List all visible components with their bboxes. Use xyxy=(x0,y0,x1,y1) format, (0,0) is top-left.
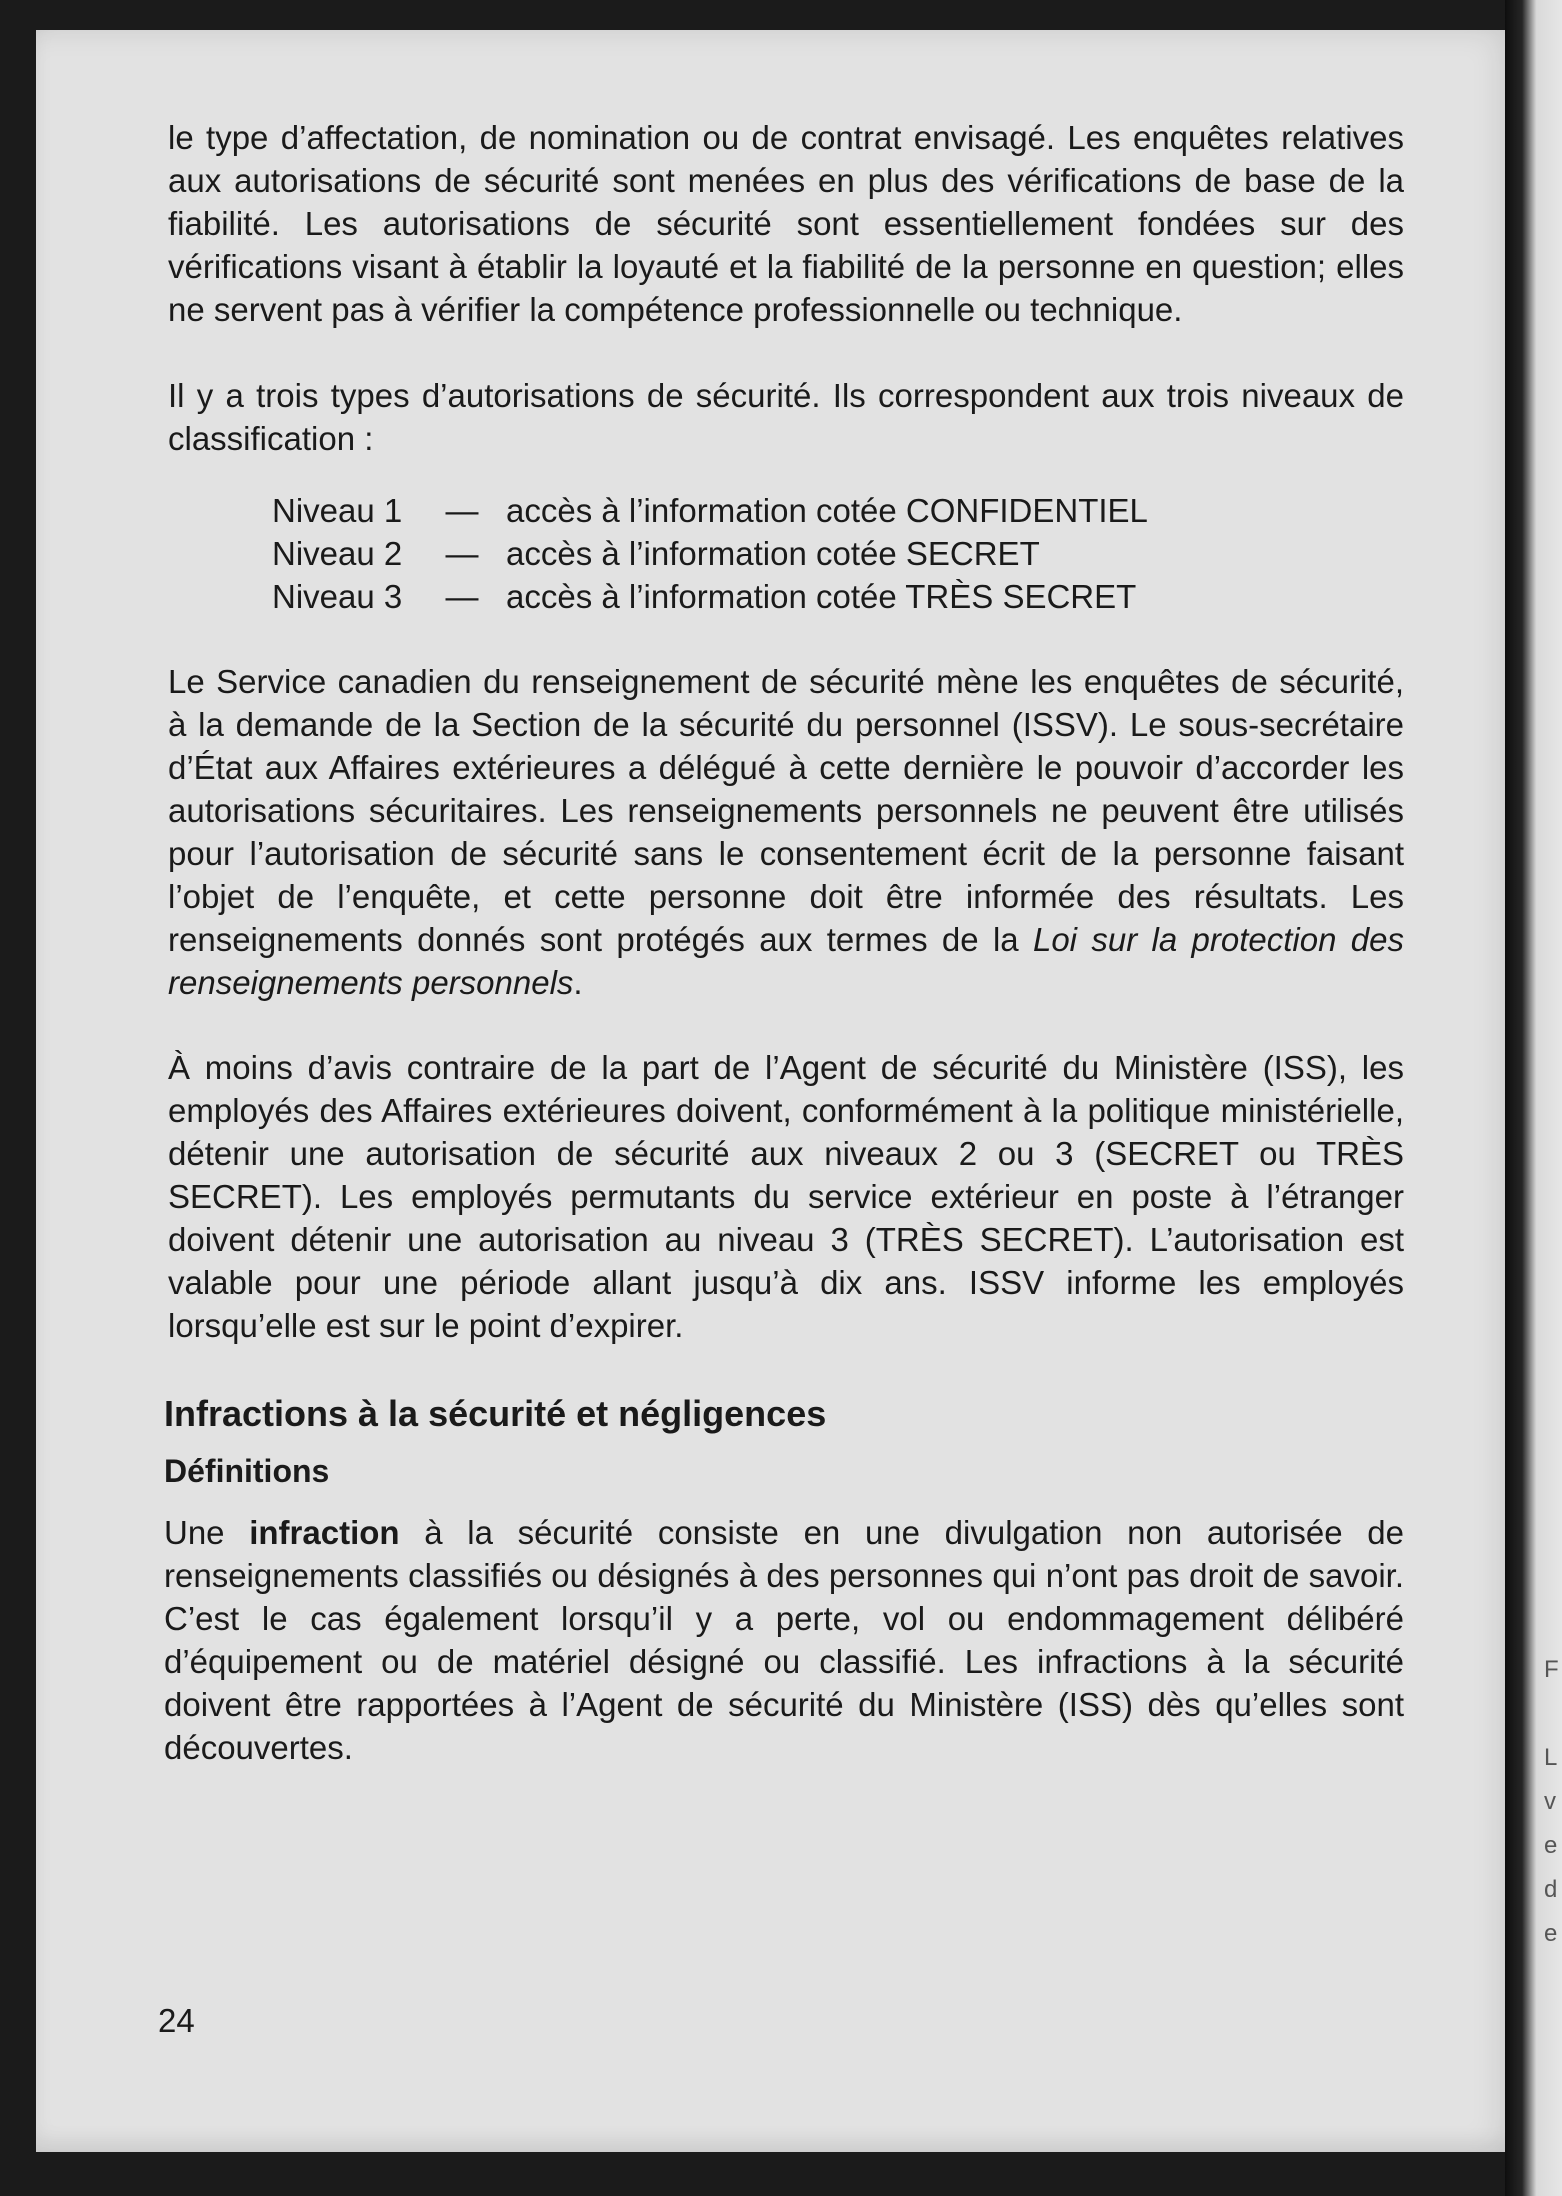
paragraph-clearance-intro: le type d’affectation, de nomination ou de contrat envisagé. Les enquêtes relatives aux autorisations de sécurité sont menées en plus des vérifications de base de la fiabilité. Les autorisations de sécurité sont essentiellement fondées sur des vérifications visant à établir la loyauté et la fiabilité de la personne en question; elles ne servent pas à vérifier la compétence professionnelle ou technique. xyxy=(168,119,1404,328)
level-description: accès à l’information cotée SECRET xyxy=(506,535,1040,572)
subsection-heading: Définitions xyxy=(164,1453,330,1489)
level-dash: — xyxy=(445,492,479,529)
paragraph-employee-clearance: À moins d’avis contraire de la part de l’Agent de sécurité du Ministère (ISS), les employés des Affaires extérieures doivent, conformément à la politique ministérielle, détenir une autorisation de sécurité aux niveaux 2 ou 3 (SECRET ou TRÈS SECRET). Les employés permutants du service extérieur en poste à l’étranger doivent détenir une autorisation au niveau 3 (TRÈS SECRET). L’autorisation est valable pour une période allant jusqu’à dix ans. ISSV informe les employés lorsqu’elle est sur le point d’expirer. xyxy=(168,1049,1404,1344)
fragment-char: e xyxy=(1544,1832,1558,1859)
paragraph-text: Le Service canadien du renseignement de sécurité mène les enquêtes de sécurité, à la demande de la Section de la sécurité du personnel (ISSV). Le sous-secrétaire d’État aux Affaires extérieures a délégué à cette dernière le pouvoir d’accorder les autorisations sécuritaires. Les renseignements personnels ne peuvent être utilisés pour l’autorisation de sécurité sans le consentement écrit de la personne faisant l’objet de l’enquête, et cette personne doit être informée des résultats. Les renseignements donnés sont protégés aux termes de la xyxy=(168,663,1404,958)
fragment-char: F xyxy=(1544,1656,1559,1683)
level-dash: — xyxy=(445,578,479,615)
clearance-level-row xyxy=(272,575,1404,618)
section-heading: Infractions à la sécurité et négligences xyxy=(164,1393,827,1434)
level-name: Niveau 1 xyxy=(272,492,403,529)
clearance-level-row xyxy=(272,489,1404,532)
level-description: accès à l’information cotée TRÈS SECRET xyxy=(506,578,1137,615)
level-name: Niveau 2 xyxy=(272,535,403,572)
level-description: accès à l’information cotée CONFIDENTIEL xyxy=(506,492,1148,529)
paragraph-clearance-types: Il y a trois types d’autorisations de sécurité. Ils correspondent aux trois niveaux de classification : xyxy=(168,377,1404,457)
level-dash: — xyxy=(445,535,479,572)
paragraph-text-end: . xyxy=(573,964,583,1001)
page-number: 24 xyxy=(158,2002,195,2039)
paragraph-infraction-definition xyxy=(164,1511,1404,1769)
paragraph-text: Une xyxy=(164,1514,250,1551)
fragment-char: d xyxy=(1544,1876,1558,1903)
clearance-level-row xyxy=(272,532,1404,575)
clearance-levels-list xyxy=(272,489,1404,618)
fragment-char: e xyxy=(1544,1920,1558,1947)
paragraph-csis-investigations xyxy=(168,660,1404,1004)
fragment-char: v xyxy=(1544,1788,1556,1815)
term-infraction: infraction xyxy=(249,1514,400,1551)
law-title: Loi sur la protection des renseignements personnels xyxy=(168,921,1404,1001)
paragraph-text: à la sécurité consiste en une divulgation non autorisée de renseignements classifiés ou désignés à des personnes qui n’ont pas droit de savoir. C’est le cas également lorsqu’il y a perte, vol ou endommagement délibéré d’équipement ou de matériel désigné ou classifié. Les infractions à la sécurité doivent être rapportées à l’Agent de sécurité du Ministère (ISS) dès qu’elles sont découvertes. xyxy=(164,1514,1404,1766)
page-content xyxy=(164,116,1404,1769)
fragment-char: L xyxy=(1544,1744,1558,1771)
level-name: Niveau 3 xyxy=(272,578,403,615)
